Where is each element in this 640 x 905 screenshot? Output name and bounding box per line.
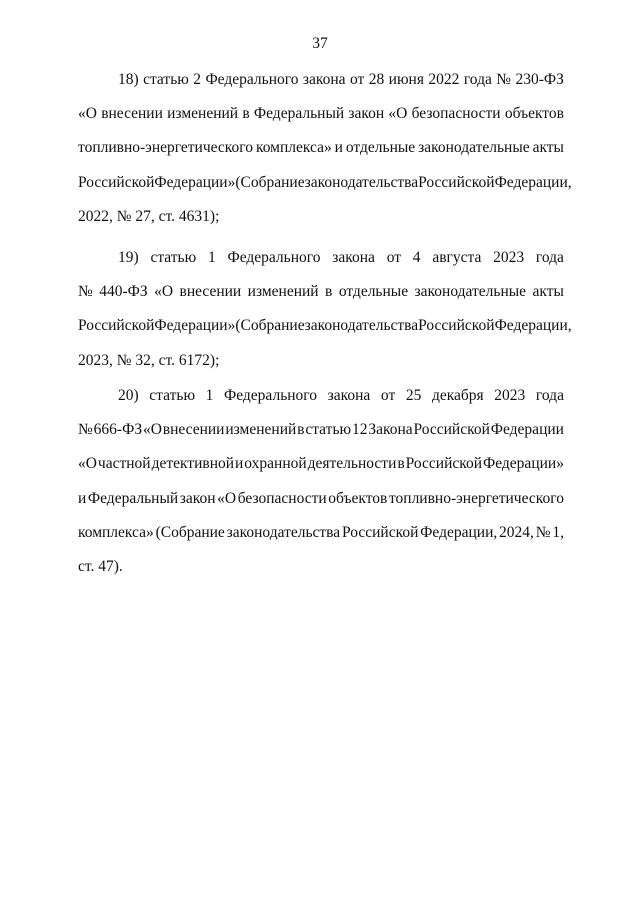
word: безопасности	[411, 105, 501, 123]
text-line: 2023, № 32, ст. 6172);	[78, 351, 220, 369]
page-number: 37	[312, 35, 328, 52]
word: Федерации	[490, 421, 564, 439]
text-line	[78, 420, 564, 454]
word: 1	[207, 249, 216, 266]
text-line	[78, 489, 564, 523]
word: 2023	[493, 249, 525, 266]
word: Федерации,	[494, 173, 572, 191]
word: Федерации,	[420, 523, 498, 541]
word: 2022	[428, 71, 460, 88]
word: 2	[193, 71, 202, 88]
word: закона	[332, 249, 375, 266]
word: изменений	[225, 421, 297, 439]
word: 2023	[494, 387, 526, 404]
word: 28	[368, 71, 385, 88]
word: законодательства	[226, 523, 341, 541]
word: отдельные	[345, 139, 416, 157]
word: статью	[143, 71, 189, 88]
word: Федерации»	[154, 317, 236, 335]
word: законодательства	[304, 173, 419, 191]
text-line	[78, 523, 564, 557]
word: Федерального	[205, 71, 299, 88]
word: 2024,	[499, 523, 534, 541]
word: акты	[532, 139, 564, 157]
word: законодательные	[418, 139, 530, 157]
word: объектов	[328, 489, 388, 507]
word: охранной	[244, 455, 307, 473]
word: топливно-энергетического	[388, 489, 564, 507]
word: в	[397, 455, 405, 473]
word: закон	[348, 105, 385, 123]
word: Российской	[78, 317, 155, 335]
word: Федерации»	[154, 173, 236, 191]
text-line	[78, 70, 564, 104]
word: законодательства	[304, 317, 419, 335]
word: внесении	[101, 105, 163, 123]
word: «О	[78, 455, 97, 473]
word: изменений	[247, 283, 319, 301]
word: 1	[205, 387, 214, 404]
word: 230-ФЗ	[515, 71, 564, 88]
word: «О	[78, 105, 97, 123]
word: 1,	[552, 523, 564, 541]
word: в	[297, 421, 305, 439]
word: 12	[351, 421, 368, 439]
word: детективной	[151, 455, 235, 473]
word: (Собрание	[235, 173, 305, 191]
word: статью	[149, 387, 196, 404]
word: объектов	[504, 105, 564, 123]
word: (Собрание	[155, 523, 225, 541]
word: закона	[302, 71, 346, 88]
word: Российской	[78, 173, 155, 191]
text-line	[78, 138, 564, 172]
word: от	[380, 387, 396, 404]
word: №	[78, 283, 93, 301]
word: Российской	[405, 455, 483, 473]
word: законодательные	[414, 283, 527, 301]
list-item-20	[78, 386, 564, 591]
text-line	[78, 173, 572, 207]
word: Федерации»	[483, 455, 564, 473]
word: года	[535, 387, 564, 404]
word: №	[78, 421, 93, 439]
text-line	[78, 248, 564, 282]
word: «О	[142, 421, 162, 439]
word: №	[535, 523, 551, 541]
word: Закона	[368, 421, 413, 439]
word: Федерации,	[494, 317, 572, 335]
text-line	[78, 316, 572, 350]
word: статью	[150, 249, 197, 266]
word: «О	[217, 489, 237, 507]
word: 666-ФЗ	[93, 421, 143, 439]
word: закон	[179, 489, 216, 507]
word: частной	[97, 455, 151, 473]
word: внесении	[162, 421, 225, 439]
list-item-19	[78, 248, 572, 385]
word: июня	[388, 71, 424, 88]
word: 4	[412, 249, 421, 266]
word: года	[535, 249, 564, 266]
word: Российской	[413, 421, 490, 439]
word: топливно-энергетического	[78, 139, 254, 157]
word: закона	[327, 387, 371, 404]
word: комплекса»	[78, 523, 154, 541]
word: от	[386, 249, 402, 266]
word: Федерального	[224, 387, 318, 404]
word: и	[78, 489, 87, 507]
word: декабря	[431, 387, 484, 404]
word: №	[496, 71, 512, 88]
word: 18)	[118, 71, 139, 88]
word: и	[235, 455, 244, 473]
text-line	[78, 104, 564, 138]
text-line	[78, 386, 564, 420]
word: отдельные	[338, 283, 409, 301]
word: в	[325, 283, 333, 301]
word: «О	[388, 105, 408, 123]
word: внесении	[179, 283, 242, 301]
text-line	[78, 282, 564, 316]
word: безопасности	[237, 489, 327, 507]
word: августа	[432, 249, 482, 266]
word: в	[242, 105, 250, 123]
word: 20)	[118, 387, 139, 404]
word: 25	[405, 387, 422, 404]
word: изменений	[167, 105, 239, 123]
word: 440-ФЗ	[99, 283, 148, 301]
word: (Собрание	[235, 317, 305, 335]
word: 19)	[118, 249, 139, 266]
word: деятельности	[307, 455, 397, 473]
word: от	[349, 71, 365, 88]
word: статью	[305, 421, 352, 439]
word: Российской	[418, 317, 495, 335]
word: акты	[532, 283, 564, 301]
word: «О	[154, 283, 174, 301]
word: Федерального	[227, 249, 321, 266]
word: Российской	[341, 523, 419, 541]
word: года	[463, 71, 492, 88]
word: Федеральный	[87, 489, 179, 507]
list-item-18	[78, 70, 572, 241]
text-line	[78, 454, 564, 488]
word: комплекса»	[255, 139, 332, 157]
text-line: ст. 47).	[78, 557, 123, 575]
word: и	[334, 139, 343, 157]
word: Российской	[418, 173, 495, 191]
text-line: 2022, № 27, ст. 4631);	[78, 207, 220, 225]
word: Федеральный	[253, 105, 345, 123]
